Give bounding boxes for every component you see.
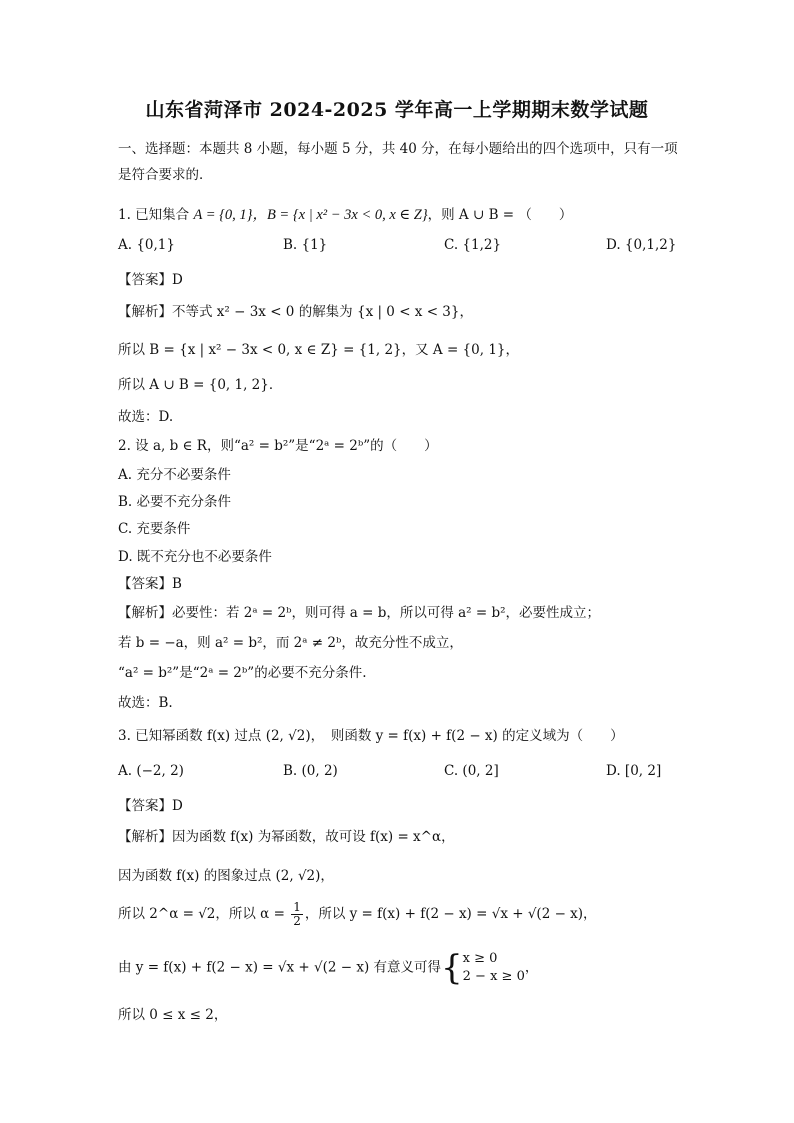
q2-answer: 【答案】B (118, 576, 182, 592)
q3-analysis-4-post: ， (524, 959, 539, 976)
q1-set-a: A = {0, 1} (193, 207, 253, 223)
q1-stem-b: ，则 A ∪ B = （ ） (427, 207, 573, 223)
q3-option-c: C. (0, 2] (444, 763, 499, 779)
q2-option-b: B. 必要不充分条件 (118, 494, 232, 510)
section-instructions: 一、选择题：本题共 8 小题，每小题 5 分，共 40 分，在每小题给出的四个选项中，只有一项是符合要求的． (118, 141, 678, 183)
q3-answer: 【答案】D (118, 798, 183, 814)
q1-stem-a: 1. 已知集合 (118, 207, 190, 223)
q1-option-d: D. {0,1,2} (606, 237, 677, 253)
q3-analysis-3 (118, 901, 597, 928)
question-2-stem: 2. 设 a, b ∈ R，则“a² = b²”是“2ᵃ = 2ᵇ”的（ ） (118, 438, 438, 454)
q1-option-a: A. {0,1} (118, 237, 175, 253)
question-1-stem (118, 203, 572, 224)
q1-option-b: B. {1} (283, 237, 328, 253)
q2-analysis-2: 若 b = −a，则 a² = b²，而 2ᵃ ≠ 2ᵇ，故充分性不成立， (118, 635, 463, 651)
q3-analysis-4 (118, 950, 538, 986)
q3-analysis-3-pre: 所以 2^α = √2，所以 α = (118, 906, 290, 922)
q3-option-b: B. (0, 2) (283, 763, 338, 779)
fraction-numerator: 1 (293, 900, 301, 914)
fraction-denominator: 2 (293, 914, 301, 928)
q3-option-d: D. [0, 2] (606, 763, 662, 779)
system-line-2: 2 − x ≥ 0 (462, 969, 525, 984)
q2-option-d: D. 既不充分也不必要条件 (118, 549, 272, 565)
inequality-system (463, 950, 525, 986)
q1-analysis-2: 所以 B = {x | x² − 3x < 0, x ∈ Z} = {1, 2}，又 A = {0, 1}， (118, 342, 519, 358)
q3-analysis-4-pre: 由 y = f(x) + f(2 − x) = √x + √(2 − x) 有意义可得 (118, 959, 442, 976)
fraction-one-half (291, 901, 303, 928)
q1-set-b: ，B = {x | x² − 3x < 0, x ∈ Z} (252, 207, 428, 223)
question-3-stem: 3. 已知幂函数 f(x) 过点 (2, √2)， 则函数 y = f(x) + f(2 − x) 的定义域为（ ） (118, 728, 624, 744)
q2-conclusion: 故选：B. (118, 695, 173, 711)
q1-option-c: C. {1,2} (444, 237, 502, 253)
q3-option-a: A. (−2, 2) (118, 763, 184, 779)
q2-option-c: C. 充要条件 (118, 521, 191, 537)
q2-analysis-1: 【解析】必要性：若 2ᵃ = 2ᵇ，则可得 a = b，所以可得 a² = b²，必要性成立； (118, 605, 601, 621)
q3-analysis-2: 因为函数 f(x) 的图象过点 (2, √2)， (118, 868, 334, 884)
q1-conclusion: 故选：D. (118, 409, 174, 425)
system-line-1: x ≥ 0 (462, 951, 498, 966)
q2-analysis-3: “a² = b²”是“2ᵃ = 2ᵇ”的必要不充分条件. (118, 665, 367, 681)
q1-analysis-3: 所以 A ∪ B = {0, 1, 2}． (118, 377, 283, 393)
left-brace-icon: { (441, 948, 463, 988)
q3-analysis-1: 【解析】因为函数 f(x) 为幂函数，故可设 f(x) = x^α， (118, 829, 455, 845)
page-title: 山东省菏泽市 2024-2025 学年高一上学期期末数学试题 (145, 99, 649, 121)
q3-analysis-3-post: ，所以 y = f(x) + f(2 − x) = √x + √(2 − x)， (304, 906, 597, 922)
q1-answer: 【答案】D (118, 272, 183, 288)
q1-analysis-1: 【解析】不等式 x² − 3x < 0 的解集为 {x | 0 < x < 3}， (118, 304, 473, 320)
q3-analysis-5: 所以 0 ≤ x ≤ 2， (118, 1007, 228, 1023)
q2-option-a: A. 充分不必要条件 (118, 467, 231, 483)
